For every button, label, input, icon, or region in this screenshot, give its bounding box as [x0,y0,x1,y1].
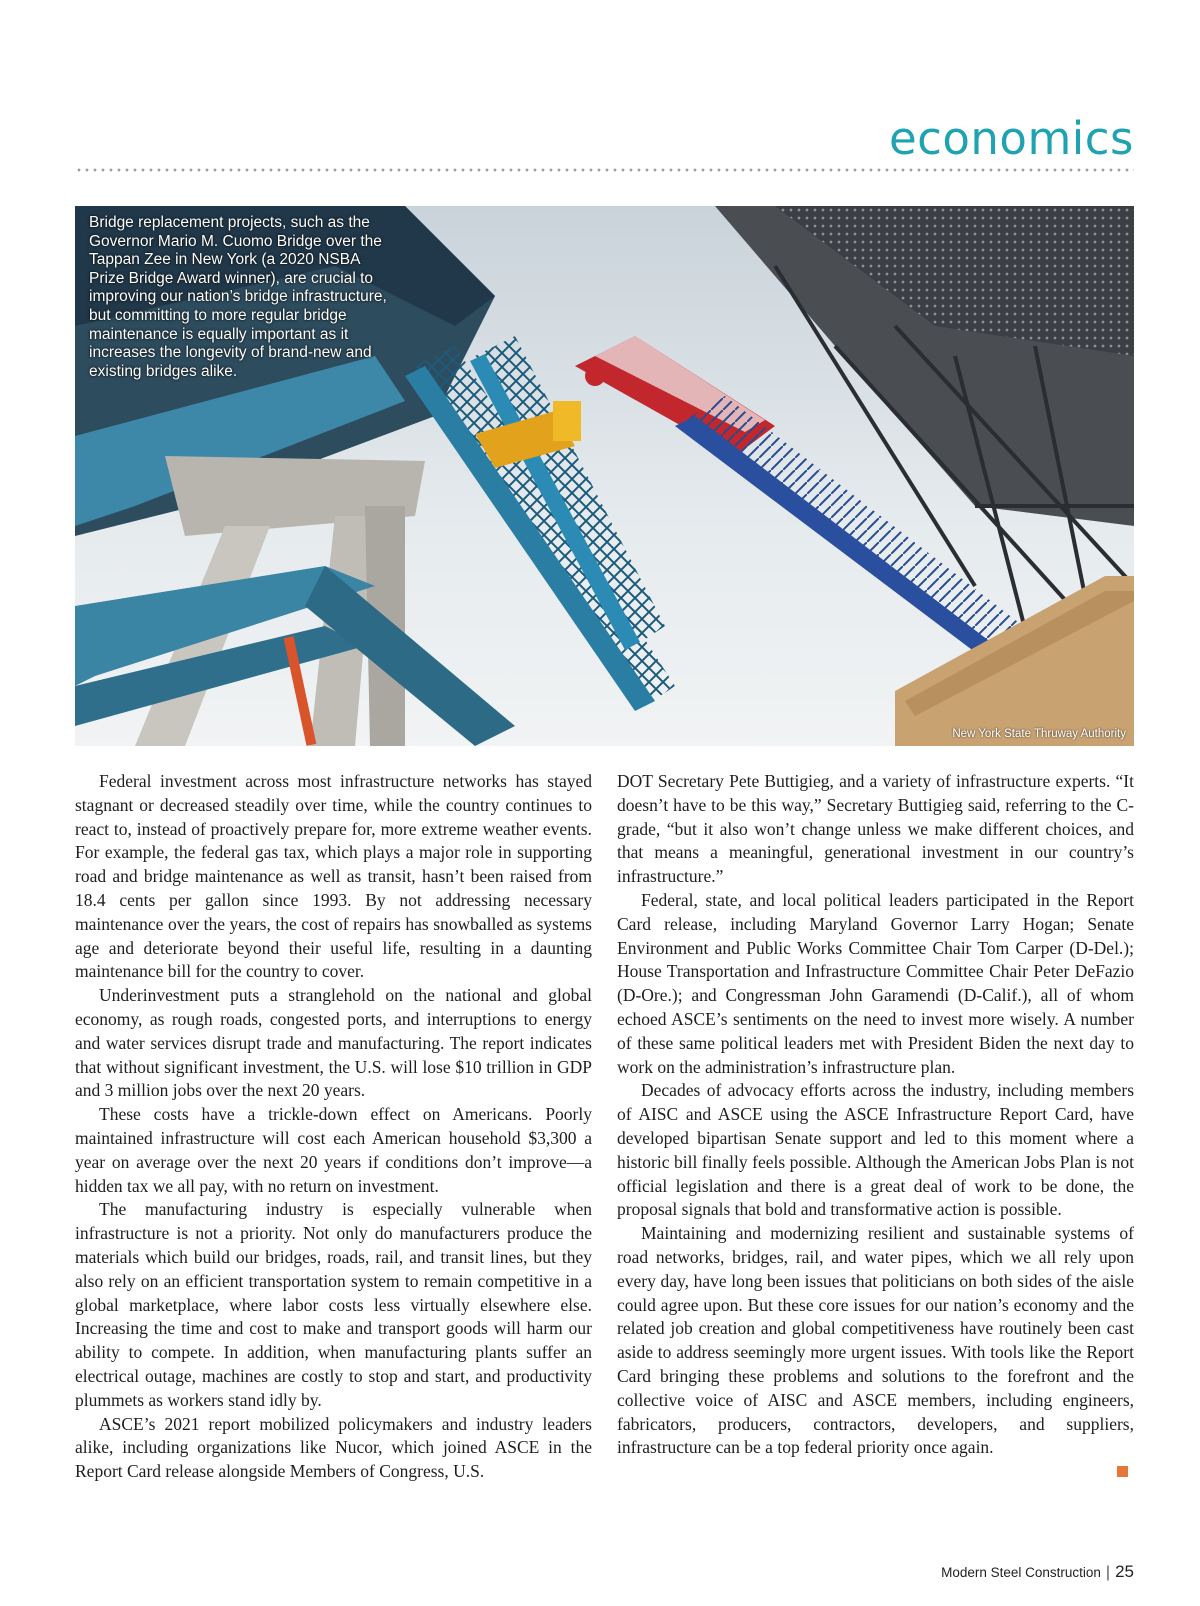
magazine-name: Modern Steel Construction [941,1565,1101,1580]
paragraph: Underinvestment puts a stranglehold on the national and global economy, as rough roads, congested ports, and interruptions to energy and water services disrupt trade and manufacturing. The report indicates that without significant investment, the U.S. will lose $10 trillion in GDP and 3 million jobs over the next 20 years. [75,985,592,1101]
page-number: 25 [1115,1562,1134,1581]
photo-credit: New York State Thruway Authority [952,728,1126,740]
paragraph: DOT Secretary Pete Buttigieg, and a variety of infrastructure experts. “It doesn’t have to be this way,” Secretary Buttigieg said, referring to the C- grade, “but it also won’t change unless we make different choices, and that means a meaningful, generational investment in our country’s infrastructure.” [617,771,1134,887]
article-column-right [617,770,1134,1477]
paragraph: Maintaining and modernizing resilient and sustainable systems of road networks, bridges, rail, and water pipes, which we all rely upon every day, have long been issues that politicians on both sides of the aisle could agree upon. But these core issues for our nation’s economy and the related job creation and global competitiveness have routinely been cast aside to address seemingly more urgent issues. With tools like the Report Card bringing these problems and solutions to the forefront and the collective voice of AISC and ASCE members, including engineers, fabricators, producers, contractors, developers, and suppliers, infrastructure can be a top federal priority once again. [617,1223,1134,1458]
article-column-left [75,770,592,1484]
paragraph: The manufacturing industry is especially vulnerable when infrastructure is not a priority. Not only do manufacturers produce the materials which build our bridges, roads, rail, and transit lines, but they also rely on an efficient transportation system to remain competitive in a global marketplace, where labor costs less virtually elsewhere else. Increasing the time and cost to make and transport goods will harm our ability to compete. In addition, when manufacturing plants suffer an electrical outage, machines are costly to stop and start, and productivity plummets as workers stand idly by. [75,1199,592,1410]
photo-caption: Bridge replacement projects, such as the Governor Mario M. Cuomo Bridge over the Tappan Zee in New York (a 2020 NSBA Prize Bridge Award winner), are crucial to improving our nation’s bridge infrastructure, but committing to more regular bridge maintenance is equally important as it increases the longevity of brand-new and existing bridges alike. [89,214,387,380]
page-footer [941,1562,1134,1582]
paragraph: Federal investment across most infrastructure networks has stayed stagnant or decreased steadily over time, while the country continues to react to, instead of proactively prepare for, more extreme weather events. For example, the federal gas tax, which plays a major role in supporting road and bridge maintenance as well as transit, hasn’t been raised from 18.4 cents per gallon since 1993. By not addressing necessary maintenance over the years, the cost of repairs has snowballed as systems age and deteriorate beyond their useful life, resulting in a daunting maintenance bill for the country to cover. [75,771,592,982]
section-title: economics [888,112,1134,165]
paragraph: Federal, state, and local political leaders participated in the Report Card release, including Maryland Governor Larry Hogan; Senate Environment and Public Works Committee Chair Tom Carper (D-Del.); House Transportation and Infrastructure Committee Chair Peter DeFazio (D-Ore.); and Congressman John Garamendi (D-Calif.), all of whom echoed ASCE’s sentiments on the need to invest more wisely. A number of these same political leaders met with President Biden the next day to work on the administration’s infrastructure plan. [617,889,1134,1077]
bridge-photo [75,206,1134,746]
dotted-divider [75,168,1134,172]
paragraph: These costs have a trickle-down effect on Americans. Poorly maintained infrastructure will cost each American household $3,300 a year on average over the next 20 years if conditions don’t improve—a hidden tax we all pay, with no return on investment. [75,1104,592,1196]
end-of-article-mark-icon [1117,1466,1128,1477]
paragraph: Decades of advocacy efforts across the industry, including members of AISC and ASCE using the ASCE Infrastructure Report Card, have developed bipartisan Senate support and led to this moment where a historic bill finally feels possible. Although the American Jobs Plan is not official legislation and there is a great deal of work to be done, the proposal signals that bold and transformative action is possible. [617,1080,1134,1220]
footer-separator: | [1105,1564,1111,1581]
paragraph: ASCE’s 2021 report mobilized policymakers and industry leaders alike, including organizations like Nucor, which joined ASCE in the Report Card release alongside Members of Congress, U.S. [75,1413,592,1482]
